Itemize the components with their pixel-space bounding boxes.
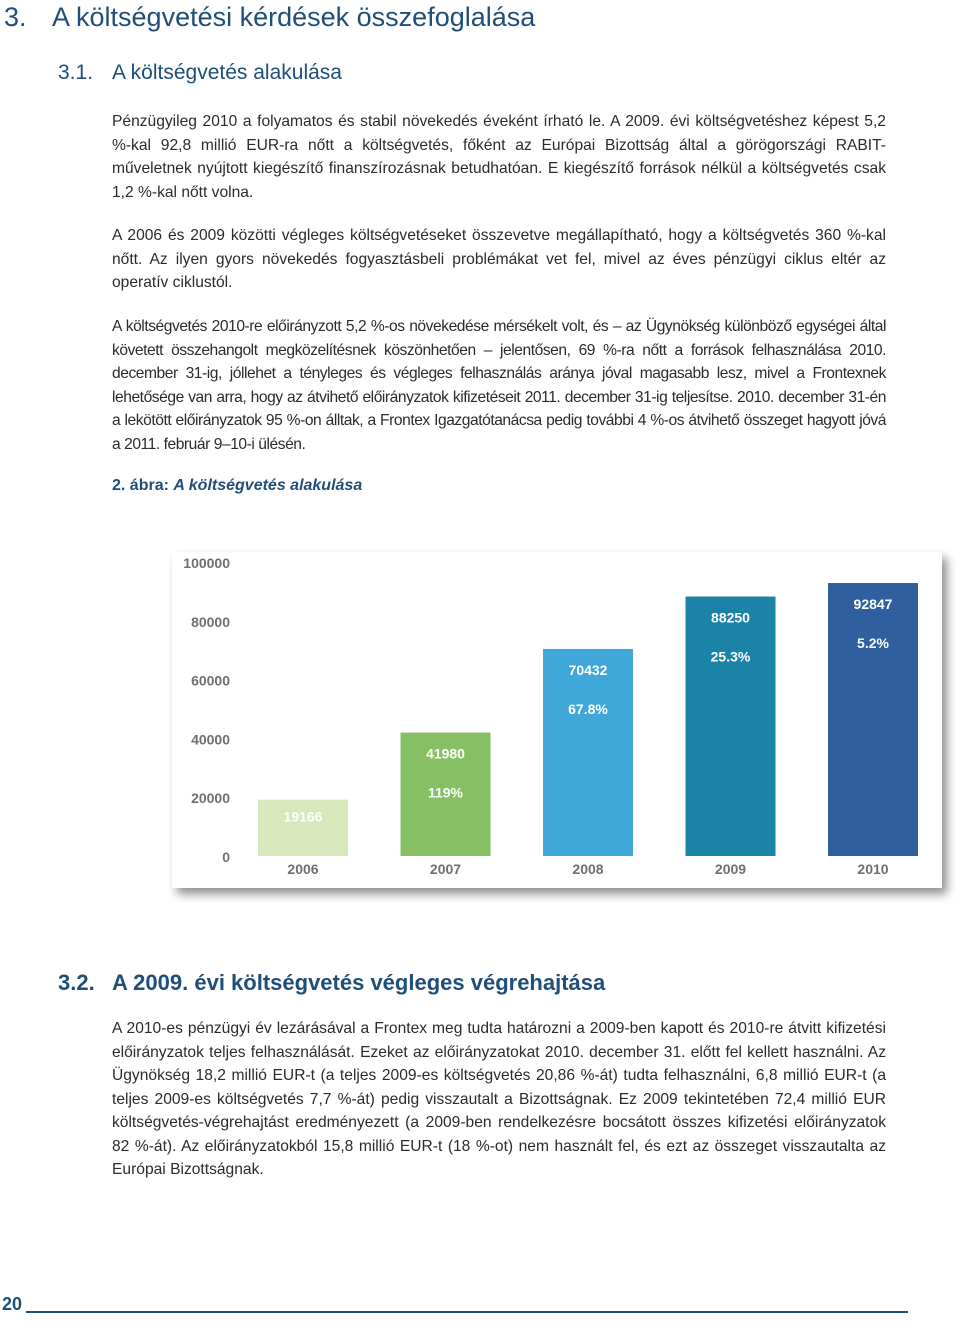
- paragraph-4: A 2010-es pénzügyi év lezárásával a Frontex meg tudta határozni a 2009-ben kapott és 2010-re átvitt kifizetési előirányzatok teljes felhasználását. Ezeket az előirányzatokat 2010. december 31. előtt fel kellett használni. Az Ügynökség 18,2 millió EUR-t (a teljes 2009-es költségvetés 20,86 %-át) tudta felhasználni, 6,8 millió EUR-t (a teljes 2009-es költségvetés 7,7 %-át) pedig visszautalt a Bizottságnak. Ez 2009 tekintetében 72,4 millió EUR költségvetés-végrehajtást eredményezett (a 2009-ben rendelkezésre bocsátott összes kifizetési előirányzatok 82 %-át). Az előirányzatokból 15,8 millió EUR-t (18 %-ot) nem használt fel, és ezt az összeget visszautalta az Európai Bizottságnak.: [112, 1020, 886, 1178]
- section-title: A 2009. évi költségvetés végleges végrehajtása: [112, 970, 606, 995]
- footer-rule: [26, 1311, 908, 1313]
- chapter-heading: [4, 2, 535, 33]
- section-heading-3-1: [58, 61, 342, 85]
- growth-label: 119%: [427, 784, 464, 801]
- value-label: 92847: [853, 596, 893, 613]
- bar-2008: [543, 649, 633, 856]
- y-tick-label: 100000: [183, 555, 230, 571]
- x-tick-label: 2010: [857, 861, 889, 877]
- section-title: A költségvetés alakulása: [112, 61, 342, 84]
- x-tick-label: 2006: [287, 861, 319, 877]
- y-tick-label: 20000: [191, 790, 230, 807]
- x-tick-label: 2007: [429, 861, 462, 877]
- figure-title: A költségvetés alakulása: [173, 477, 363, 494]
- paragraph-3: A költségvetés 2010-re előirányzott 5,2 %-os növekedése mérsékelt volt, és – az Ügynökség különböző egységei által követett összehangolt megközelítésnek köszönhetően – jelentősen, 69 %-ra nőtt a források felhasználása 2010. december 31-ig, jóllehet a tényleges és végleges felhasználás aránya jóval magasabb lesz, mivel a Frontexnek lehetősége van arra, hogy az átvihető előirányzatok kifizetéseit 2011. december 31-ig teljesítse. 2010. december 31-én a lekötött előirányzatok 95 %-on álltak, a Frontex Igazgatótanácsa pedig további 4 %-os átvihető összeget hagyott jóvá a 2011. február 9–10-i ülésén.: [112, 318, 886, 453]
- chapter-number: 3.: [4, 2, 27, 32]
- section-heading-3-2: [58, 970, 605, 996]
- x-tick-label: 2008: [572, 861, 604, 877]
- budget-bar-chart: [160, 538, 960, 918]
- figure-caption: [112, 477, 362, 495]
- bar-2009: [686, 597, 776, 856]
- figure-label: 2. ábra:: [112, 477, 169, 494]
- section-number: 3.1.: [58, 61, 94, 84]
- value-label: 41980: [426, 745, 465, 762]
- growth-label: 5.2%: [857, 635, 889, 652]
- page-number: 20: [2, 1294, 23, 1314]
- y-tick-label: 80000: [191, 613, 230, 630]
- value-label: 88250: [711, 609, 750, 626]
- y-tick-label: 0: [222, 849, 230, 865]
- bar-2010: [828, 583, 918, 856]
- x-tick-label: 2009: [714, 861, 747, 877]
- chapter-title: A költségvetési kérdések összefoglalása: [52, 2, 536, 32]
- paragraph-1: Pénzügyileg 2010 a folyamatos és stabil növekedés éveként írható le. A 2009. évi költségvetéshez képest 5,2 %-kal 92,8 millió EUR-ra nőtt a költségvetés, főként az Európai Bizottság által a görögországi RABIT-műveletnek nyújtott kiegészítő finanszírozásnak betudhatóan. E kiegészítő források nélkül a költségvetés csak 1,2 %-kal nőtt volna.: [112, 113, 886, 201]
- y-tick-label: 60000: [191, 672, 230, 689]
- y-tick-label: 40000: [191, 731, 230, 748]
- growth-label: 25.3%: [710, 648, 751, 665]
- value-label: 19166: [283, 808, 323, 825]
- growth-label: 67.8%: [568, 700, 608, 717]
- section-number: 3.2.: [58, 970, 95, 995]
- paragraph-2: A 2006 és 2009 közötti végleges költségvetéseket összevetve megállapítható, hogy a költségvetés 360 %-kal nőtt. Az ilyen gyors növekedés fogyasztásbeli problémákat vet fel, mivel az éves pénzügyi ciklus eltér az operatív ciklustól.: [112, 227, 886, 291]
- value-label: 70432: [568, 661, 608, 678]
